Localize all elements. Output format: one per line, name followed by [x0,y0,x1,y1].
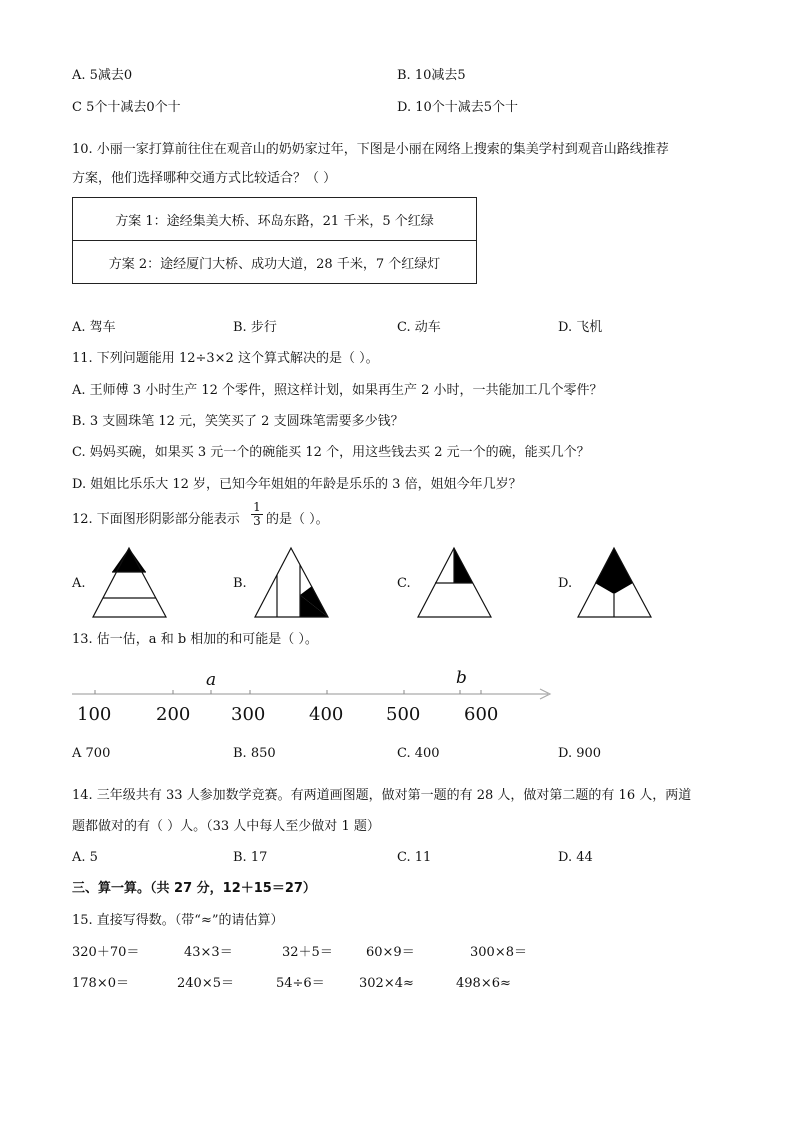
q13-option-c: C. 400 [397,746,440,761]
q10-stem-line2: 方案，他们选择哪种交通方式比较适合？（ ） [72,171,337,186]
q10-option-b: B. 步行 [233,320,277,335]
triangle-figure-b [252,545,332,620]
q10-option-d: D. 飞机 [558,320,603,335]
q15-stem: 15. 直接写得数。（带“≈”的请估算） [72,913,284,928]
number-line-tick-500: 500 [386,704,421,725]
triangle-figure-c [415,545,495,620]
q12-stem-before: 12. 下面图形阴影部分能表示 [72,512,240,527]
triangle-figure-d [575,545,655,620]
q9-option-d: D. 10个十减去5个十 [397,100,519,115]
q10-stem-line1: 10. 小丽一家打算前往住在观音山的奶奶家过年，下图是小丽在网络上搜索的集美学村到观音山路线推荐 [72,142,669,157]
q13-option-d: D. 900 [558,746,602,761]
q9-option-b: B. 10减去5 [397,68,466,83]
q14-stem-line2: 题都做对的有（ ）人。（33 人中每人至少做对 1 题） [72,819,380,834]
number-line-tick-200: 200 [156,704,191,725]
q14-stem-line1: 14. 三年级共有 33 人参加数学竞赛。有两道画图题，做对第一题的有 28 人，做对第二题的有 16 人，两道 [72,788,692,803]
q14-option-b: B. 17 [233,850,268,865]
calc-item: 240×5＝ [177,976,234,991]
q9-option-c: C 5个十减去0个十 [72,100,181,115]
route-plan-table [72,197,477,284]
q14-option-a: A. 5 [72,850,98,865]
triangle-figure-a [90,545,170,620]
q12-stem-after: 的是（ ）。 [266,512,329,527]
calc-item: 178×0＝ [72,976,129,991]
number-line-tick-100: 100 [77,704,112,725]
q9-option-a: A. 5减去0 [72,68,133,83]
q11-stem: 11. 下列问题能用 12÷3×2 这个算式解决的是（ ）。 [72,351,379,366]
q11-option-a: A. 王师傅 3 小时生产 12 个零件，照这样计划，如果再生产 2 小时，一共能加工几个零件？ [72,383,603,398]
route-plan-1: 方案 1：途经集美大桥、环岛东路，21 千米，5 个红绿 [73,198,477,241]
section-heading: 三、算一算。（共 27 分，12＋15＝27） [72,881,316,896]
fraction-denominator: 3 [251,514,263,528]
q12-label-d: D. [558,576,573,591]
number-line-marker-b: b [456,668,467,688]
fraction-numerator: 1 [253,500,261,514]
route-plan-row [73,198,477,241]
q12-label-a: A. [72,576,86,591]
q13-option-b: B. 850 [233,746,276,761]
fraction-one-third [251,501,263,528]
q11-option-c: C. 妈妈买碗，如果买 3 元一个的碗能买 12 个，用这些钱去买 2 元一个的碗，能买几个？ [72,445,590,460]
q10-option-a: A. 驾车 [72,320,116,335]
calc-item: 54÷6＝ [276,976,325,991]
calc-item: 60×9＝ [366,945,415,960]
q12-label-b: B. [233,576,247,591]
q11-option-d: D. 姐姐比乐乐大 12 岁，已知今年姐姐的年龄是乐乐的 3 倍，姐姐今年几岁？ [72,477,522,492]
number-line-marker-a: a [206,670,217,690]
q12-label-c: C. [397,576,411,591]
q11-option-b: B. 3 支圆珠笔 12 元，笑笑买了 2 支圆珠笔需要多少钱？ [72,414,404,429]
calc-item: 320＋70＝ [72,945,140,960]
number-line-tick-400: 400 [309,704,344,725]
calc-item: 302×4≈ [359,976,414,991]
calc-item: 32＋5＝ [282,945,333,960]
q13-option-a: A 700 [72,746,111,761]
q10-option-c: C. 动车 [397,320,441,335]
route-plan-row [73,241,477,284]
route-plan-2: 方案 2：途经厦门大桥、成功大道，28 千米，7 个红绿灯 [73,241,477,284]
number-line-tick-300: 300 [231,704,266,725]
calc-item: 300×8＝ [470,945,527,960]
calc-item: 498×6≈ [456,976,511,991]
q14-option-d: D. 44 [558,850,593,865]
number-line-tick-600: 600 [464,704,499,725]
q14-option-c: C. 11 [397,850,432,865]
q13-stem: 13. 估一估，a 和 b 相加的和可能是（ ）。 [72,632,318,647]
calc-item: 43×3＝ [184,945,233,960]
